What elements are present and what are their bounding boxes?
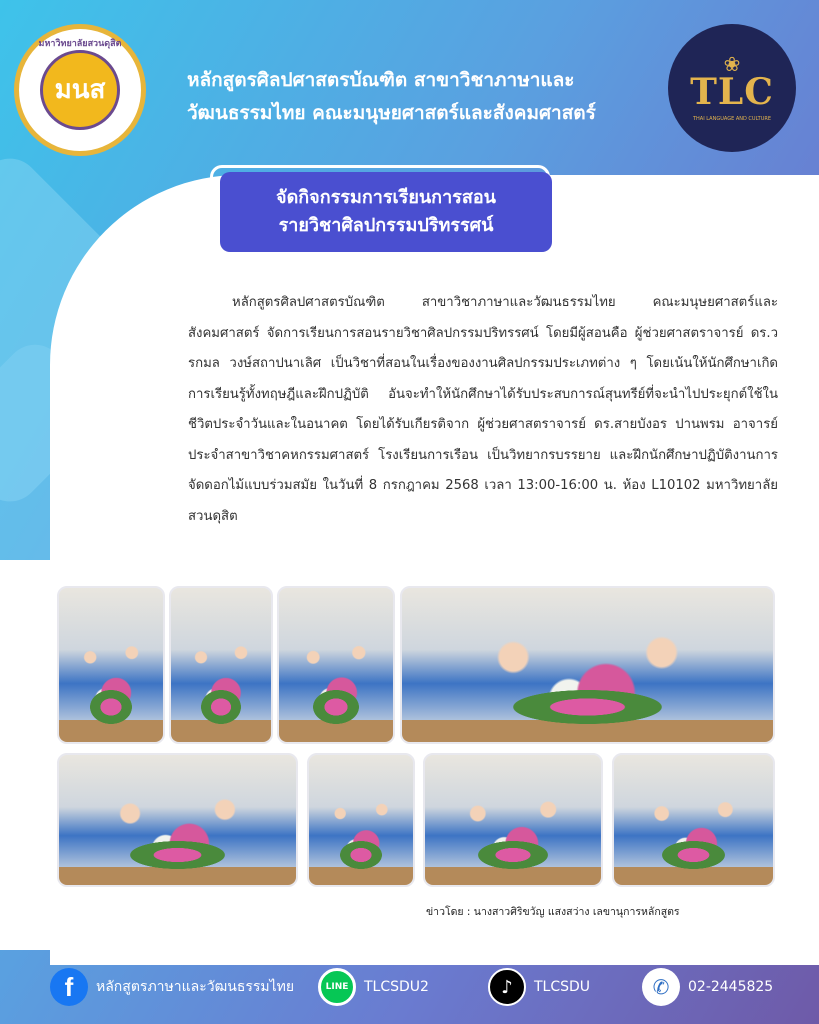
page-title <box>187 64 657 130</box>
tiktok-label: TLCSDU <box>534 979 591 995</box>
facebook-icon: f <box>50 968 88 1006</box>
news-credit: ข่าวโดย : นางสาวศิริขวัญ แสงสว่าง เลขานุการหลักสูตร <box>426 906 680 918</box>
activity-photo <box>57 753 298 887</box>
line-link[interactable] <box>318 968 429 1006</box>
faculty-logo-text: มหาวิทยาลัยสวนดุสิต <box>38 39 122 49</box>
article-body <box>188 288 778 532</box>
page-title-line1: หลักสูตรศิลปศาสตรบัณฑิต สาขาวิชาภาษาและ <box>187 69 575 91</box>
line-icon: LINE <box>318 968 356 1006</box>
footer-bar <box>0 950 819 1024</box>
activity-photo <box>57 586 165 744</box>
tiktok-link[interactable] <box>488 968 590 1006</box>
article-paragraph: หลักสูตรศิลปศาสตรบัณฑิต สาขาวิชาภาษาและวัฒนธรรมไทย คณะมนุษยศาสตร์และสังคมศาสตร์ จัดการเรียนการสอนรายวิชาศิลปกรรมปริทรรศน์ โดยมีผู้สอนคือ ผู้ช่วยศาสตราจารย์ ดร.วรกมล วงษ์สถาปนาเลิศ เป็นวิชาที่สอนในเรื่องของงานศิลปกรรมประเภทต่าง ๆ โดยเน้นให้นักศึกษาเกิดการเรียนรู้ทั้งทฤษฎีและฝึกปฏิบัติ อันจะทำให้นักศึกษาได้รับประสบการณ์สุนทรีย์ที่จะนำไปประยุกต์ใช้ในชีวิตประจำวันและในอนาคต โดยได้รับเกียรติจาก ผู้ช่วยศาสตราจารย์ ดร.สายบังอร ปานพรม อาจารย์ประจำสาขาวิชาคหกรรมศาสตร์ โรงเรียนการเรือน เป็นวิทยากรบรรยาย และฝึกนักศึกษาปฏิบัติงานการจัดดอกไม้แบบร่วมสมัย ในวันที่ 8 กรกฎาคม 2568 เวลา 13:00-16:00 น. ห้อง L10102 มหาวิทยาลัยสวนดุสิต <box>188 295 778 524</box>
lotus-icon: ❀ <box>723 52 741 77</box>
facebook-label: หลักสูตรภาษาและวัฒนธรรมไทย <box>96 979 295 995</box>
phone-link[interactable] <box>642 968 773 1006</box>
tlc-logo <box>668 24 796 152</box>
activity-photo <box>307 753 415 887</box>
tlc-logo-sub: THAI LANGUAGE AND CULTURE <box>692 115 772 122</box>
activity-photo <box>612 753 775 887</box>
faculty-logo-mark: มนส <box>40 50 120 130</box>
activity-photo <box>169 586 273 744</box>
page-title-line2: วัฒนธรรมไทย คณะมนุษยศาสตร์และสังคมศาสตร์ <box>187 102 596 124</box>
line-label: TLCSDU2 <box>364 979 429 995</box>
tlc-logo-mark: TLC <box>690 71 774 114</box>
phone-label: 02-2445825 <box>688 979 774 995</box>
activity-banner <box>220 172 552 252</box>
banner-line1: จัดกิจกรรมการเรียนการสอน <box>276 187 496 208</box>
activity-photo <box>423 753 603 887</box>
activity-photo <box>400 586 775 744</box>
banner-line2: รายวิชาศิลปกรรมปริทรรศน์ <box>278 215 494 236</box>
facebook-link[interactable] <box>50 968 294 1006</box>
phone-icon: ✆ <box>642 968 680 1006</box>
faculty-logo <box>14 24 146 156</box>
tiktok-icon: ♪ <box>488 968 526 1006</box>
activity-photo <box>277 586 395 744</box>
